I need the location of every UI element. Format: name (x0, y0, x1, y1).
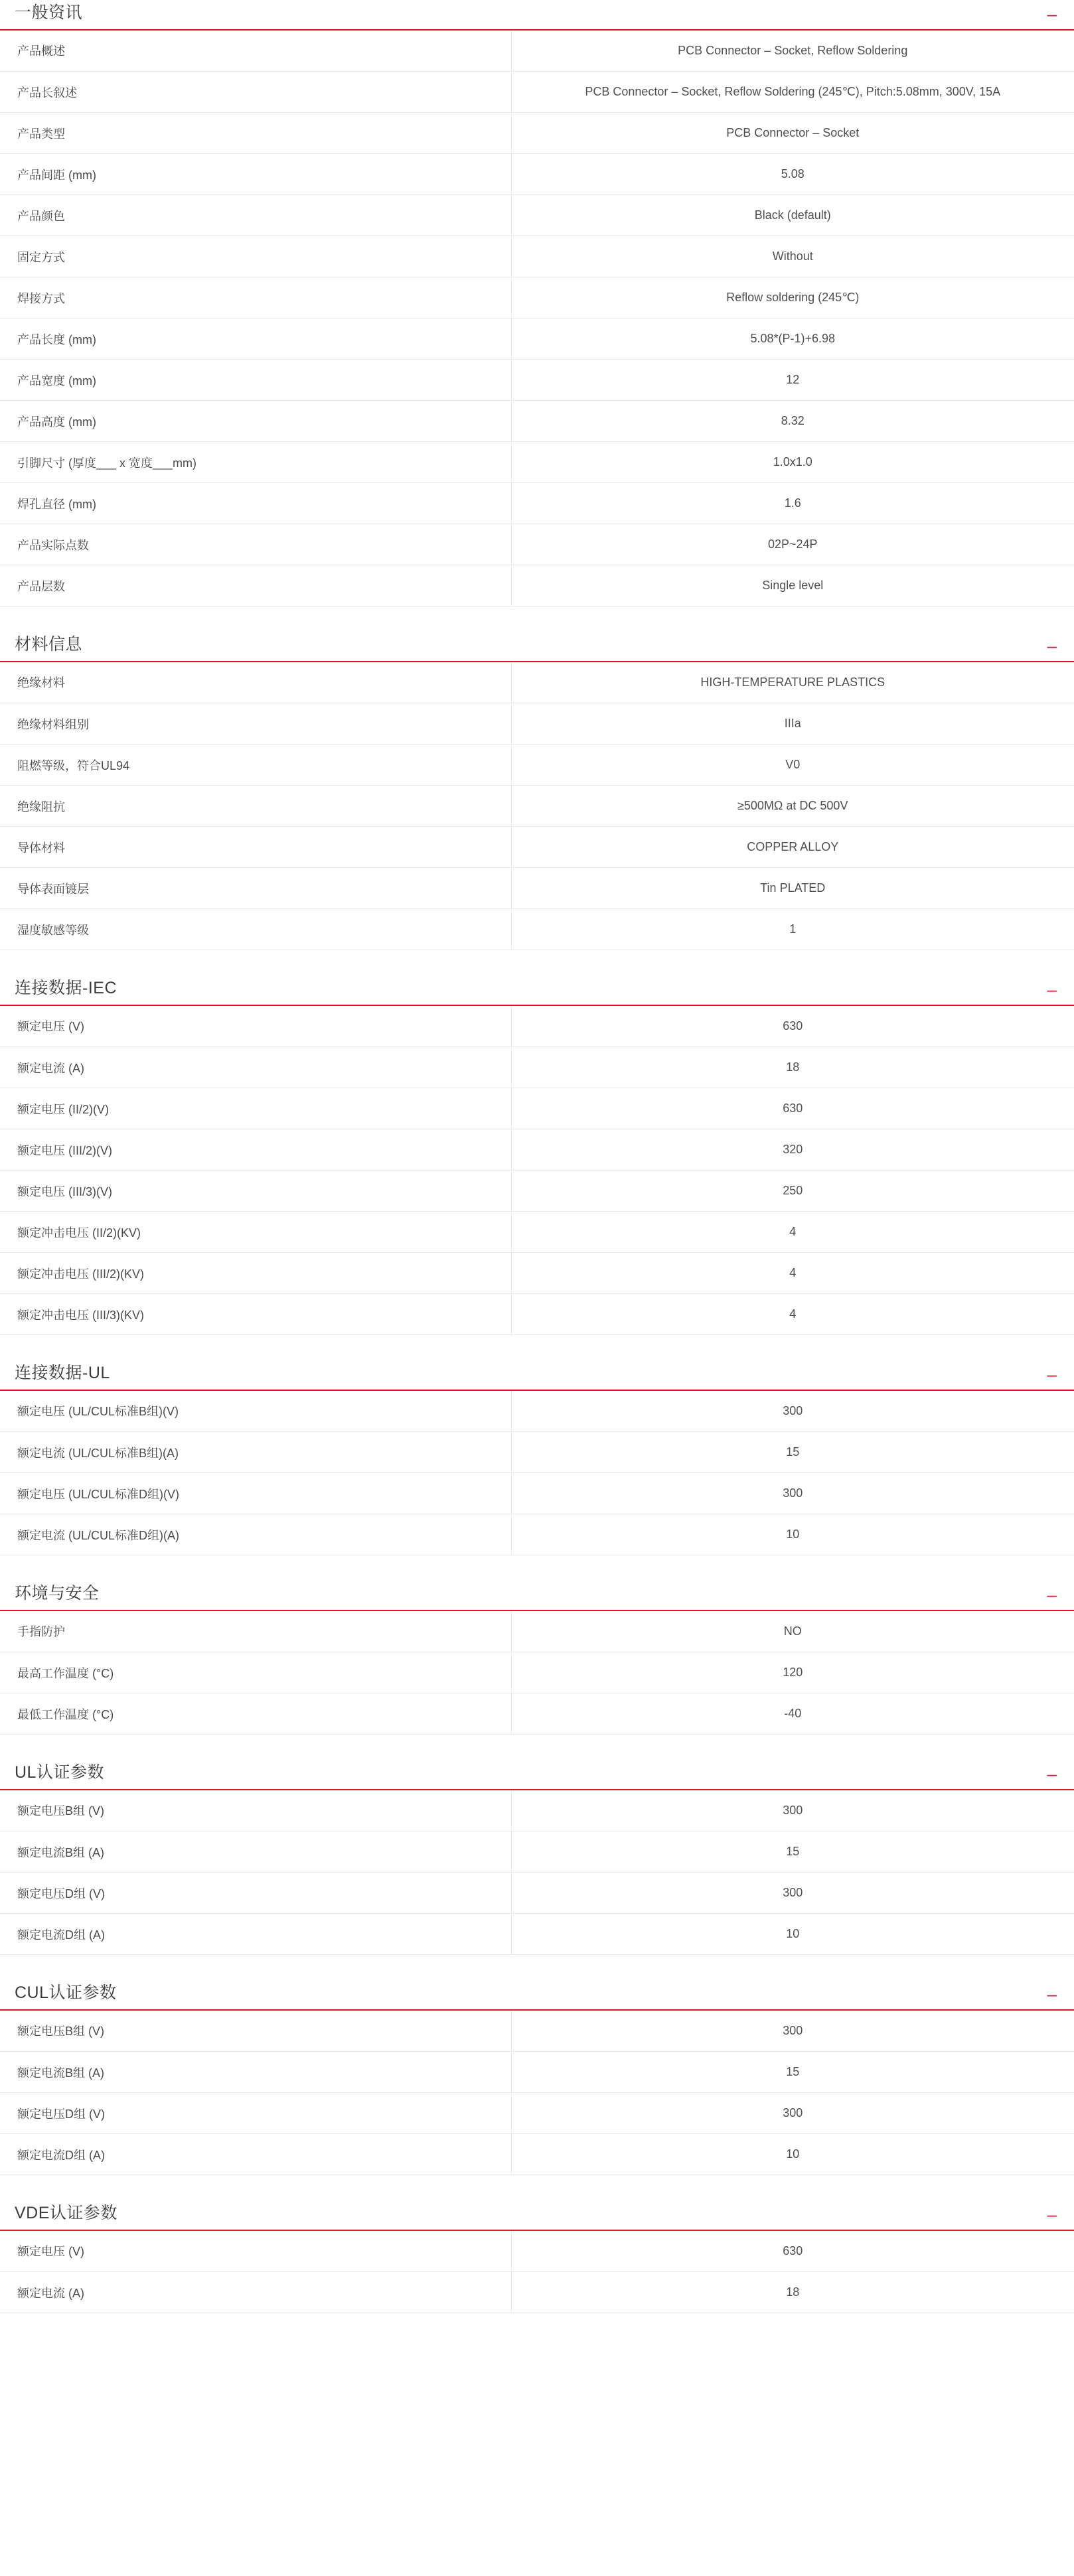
spec-value: 300 (511, 1873, 1074, 1914)
section-header (0, 1585, 1074, 1611)
spec-label: 额定冲击电压 (II/2)(KV) (0, 1212, 511, 1253)
spec-label: 额定电压 (II/2)(V) (0, 1088, 511, 1129)
spec-value: HIGH-TEMPERATURE PLASTICS (511, 662, 1074, 703)
section-spacer (0, 1955, 1074, 1984)
spec-label: 额定电流 (UL/CUL标准B组)(A) (0, 1432, 511, 1473)
section-title: 连接数据-UL (15, 1364, 110, 1382)
spec-value: 1.0x1.0 (511, 442, 1074, 483)
table-row (0, 154, 1074, 195)
spec-value: 02P~24P (511, 524, 1074, 565)
section-header (0, 1984, 1074, 2011)
table-row (0, 703, 1074, 745)
spec-label: 绝缘材料组别 (0, 703, 511, 745)
table-row (0, 1088, 1074, 1129)
table-row (0, 1391, 1074, 1432)
spec-value: 15 (511, 2052, 1074, 2093)
spec-label: 导体表面镀层 (0, 868, 511, 909)
spec-value: 320 (511, 1129, 1074, 1171)
spec-value: IIIa (511, 703, 1074, 745)
spec-value: V0 (511, 745, 1074, 786)
spec-value: 10 (511, 2134, 1074, 2175)
table-row (0, 1693, 1074, 1735)
spec-label: 额定电压 (III/2)(V) (0, 1129, 511, 1171)
spec-label: 绝缘阻抗 (0, 786, 511, 827)
section-header (0, 1764, 1074, 1790)
spec-value: -40 (511, 1693, 1074, 1735)
table-row (0, 1047, 1074, 1088)
spec-label: 额定电流D组 (A) (0, 2134, 511, 2175)
spec-label: 产品层数 (0, 565, 511, 607)
section-title: 材料信息 (15, 635, 83, 654)
spec-label: 额定电压 (V) (0, 2231, 511, 2272)
spec-label: 导体材料 (0, 827, 511, 868)
spec-label: 额定电压 (V) (0, 1006, 511, 1047)
spec-label: 焊孔直径 (mm) (0, 483, 511, 524)
section-title: UL认证参数 (15, 1763, 104, 1782)
spec-label: 额定冲击电压 (III/3)(KV) (0, 1294, 511, 1335)
table-row (0, 909, 1074, 950)
spec-label: 额定电压 (III/3)(V) (0, 1171, 511, 1212)
table-row (0, 827, 1074, 868)
table-row (0, 745, 1074, 786)
table-row (0, 2011, 1074, 2052)
section-header (0, 979, 1074, 1006)
spec-value: 12 (511, 360, 1074, 401)
table-row (0, 1473, 1074, 1514)
spec-label: 最低工作温度 (°C) (0, 1693, 511, 1735)
spec-label: 额定电流B组 (A) (0, 2052, 511, 2093)
spec-value: 250 (511, 1171, 1074, 1212)
spec-value: 15 (511, 1831, 1074, 1873)
spec-value: PCB Connector – Socket (511, 113, 1074, 154)
spec-label: 绝缘材料 (0, 662, 511, 703)
spec-table (0, 2231, 1074, 2314)
table-row (0, 236, 1074, 277)
spec-section (0, 1955, 1074, 2175)
section-title: 环境与安全 (15, 1584, 100, 1603)
table-row (0, 2093, 1074, 2134)
spec-value: Single level (511, 565, 1074, 607)
spec-label: 阻燃等级，符合UL94 (0, 745, 511, 786)
spec-table (0, 31, 1074, 607)
spec-value: 300 (511, 2011, 1074, 2052)
spec-label: 产品类型 (0, 113, 511, 154)
section-spacer (0, 1335, 1074, 1364)
spec-label: 湿度敏感等级 (0, 909, 511, 950)
table-row (0, 1873, 1074, 1914)
collapse-toggle-icon[interactable]: – (1047, 635, 1057, 656)
spec-value: 10 (511, 1914, 1074, 1955)
spec-label: 额定电流 (A) (0, 1047, 511, 1088)
table-row (0, 1790, 1074, 1831)
spec-label: 产品高度 (mm) (0, 401, 511, 442)
spec-section (0, 950, 1074, 1335)
spec-label: 产品颜色 (0, 195, 511, 236)
section-header (0, 2204, 1074, 2231)
spec-table (0, 1391, 1074, 1556)
spec-value: Reflow soldering (245℃) (511, 277, 1074, 319)
table-row (0, 319, 1074, 360)
spec-label: 额定电流B组 (A) (0, 1831, 511, 1873)
table-row (0, 483, 1074, 524)
collapse-toggle-icon[interactable]: – (1047, 1364, 1057, 1384)
spec-label: 额定电压B组 (V) (0, 1790, 511, 1831)
collapse-toggle-icon[interactable]: – (1047, 1584, 1057, 1605)
spec-value: PCB Connector – Socket, Reflow Soldering (511, 31, 1074, 72)
spec-label: 产品间距 (mm) (0, 154, 511, 195)
section-title: CUL认证参数 (15, 1983, 117, 2002)
section-header (0, 636, 1074, 662)
spec-value: 300 (511, 1391, 1074, 1432)
table-row (0, 868, 1074, 909)
table-row (0, 786, 1074, 827)
spec-value: 630 (511, 2231, 1074, 2272)
table-row (0, 1432, 1074, 1473)
table-row (0, 1652, 1074, 1693)
table-row (0, 360, 1074, 401)
spec-section (0, 1555, 1074, 1735)
section-spacer (0, 2175, 1074, 2204)
section-spacer (0, 950, 1074, 979)
table-row (0, 1212, 1074, 1253)
spec-label: 额定冲击电压 (III/2)(KV) (0, 1253, 511, 1294)
spec-label: 手指防护 (0, 1611, 511, 1652)
spec-value: 300 (511, 1790, 1074, 1831)
spec-label: 焊接方式 (0, 277, 511, 319)
spec-value: 18 (511, 1047, 1074, 1088)
spec-table (0, 1790, 1074, 1956)
table-row (0, 113, 1074, 154)
spec-label: 额定电流 (A) (0, 2272, 511, 2313)
table-row (0, 1831, 1074, 1873)
spec-label: 产品实际点数 (0, 524, 511, 565)
spec-table (0, 1006, 1074, 1336)
table-row (0, 565, 1074, 607)
spec-value: 1 (511, 909, 1074, 950)
table-row (0, 31, 1074, 72)
spec-value: 1.6 (511, 483, 1074, 524)
spec-label: 引脚尺寸 (厚度___ x 宽度___mm) (0, 442, 511, 483)
spec-value: 630 (511, 1088, 1074, 1129)
spec-value: PCB Connector – Socket, Reflow Soldering (245℃), Pitch:5.08mm, 300V, 15A (511, 72, 1074, 113)
spec-label: 固定方式 (0, 236, 511, 277)
spec-value: 8.32 (511, 401, 1074, 442)
spec-label: 额定电压D组 (V) (0, 1873, 511, 1914)
spec-label: 额定电压D组 (V) (0, 2093, 511, 2134)
spec-value: 18 (511, 2272, 1074, 2313)
spec-value: 15 (511, 1432, 1074, 1473)
table-row (0, 277, 1074, 319)
spec-section (0, 607, 1074, 950)
collapse-toggle-icon[interactable]: – (1047, 3, 1057, 24)
table-row (0, 1514, 1074, 1555)
spec-section (0, 1335, 1074, 1555)
table-row (0, 2052, 1074, 2093)
table-row (0, 195, 1074, 236)
section-spacer (0, 1735, 1074, 1764)
table-row (0, 1006, 1074, 1047)
collapse-toggle-icon[interactable]: – (1047, 1983, 1057, 2004)
table-row (0, 524, 1074, 565)
spec-value: 10 (511, 1514, 1074, 1555)
table-row (0, 1914, 1074, 1955)
spec-value: 120 (511, 1652, 1074, 1693)
table-row (0, 1611, 1074, 1652)
table-row (0, 2272, 1074, 2313)
collapse-toggle-icon[interactable]: – (1047, 1763, 1057, 1784)
table-row (0, 401, 1074, 442)
spec-value: 630 (511, 1006, 1074, 1047)
table-row (0, 2134, 1074, 2175)
spec-label: 额定电压B组 (V) (0, 2011, 511, 2052)
spec-value: 300 (511, 2093, 1074, 2134)
spec-value: Without (511, 236, 1074, 277)
spec-label: 产品宽度 (mm) (0, 360, 511, 401)
spec-value: 4 (511, 1294, 1074, 1335)
collapse-toggle-icon[interactable]: – (1047, 2204, 1057, 2224)
spec-value: 5.08 (511, 154, 1074, 195)
table-row (0, 1253, 1074, 1294)
spec-value: ≥500MΩ at DC 500V (511, 786, 1074, 827)
table-row (0, 1171, 1074, 1212)
spec-section (0, 2175, 1074, 2313)
spec-label: 额定电流D组 (A) (0, 1914, 511, 1955)
section-spacer (0, 607, 1074, 636)
table-row (0, 1129, 1074, 1171)
spec-value: NO (511, 1611, 1074, 1652)
spec-value: COPPER ALLOY (511, 827, 1074, 868)
section-title: 连接数据-IEC (15, 979, 117, 997)
spec-value: 300 (511, 1473, 1074, 1514)
table-row (0, 72, 1074, 113)
spec-label: 产品长度 (mm) (0, 319, 511, 360)
spec-table (0, 662, 1074, 951)
section-title: VDE认证参数 (15, 2204, 117, 2222)
spec-label: 额定电流 (UL/CUL标准D组)(A) (0, 1514, 511, 1555)
spec-table (0, 1611, 1074, 1735)
spec-label: 额定电压 (UL/CUL标准D组)(V) (0, 1473, 511, 1514)
table-row (0, 442, 1074, 483)
spec-label: 最高工作温度 (°C) (0, 1652, 511, 1693)
spec-table (0, 2011, 1074, 2176)
spec-label: 产品概述 (0, 31, 511, 72)
spec-value: 4 (511, 1212, 1074, 1253)
spec-value: 5.08*(P-1)+6.98 (511, 319, 1074, 360)
section-spacer (0, 1555, 1074, 1585)
table-row (0, 1294, 1074, 1335)
section-header (0, 0, 1074, 31)
spec-value: 4 (511, 1253, 1074, 1294)
table-row (0, 662, 1074, 703)
section-header (0, 1364, 1074, 1391)
section-title: 一般资讯 (15, 3, 83, 22)
spec-value: Tin PLATED (511, 868, 1074, 909)
table-row (0, 2231, 1074, 2272)
spec-label: 产品长叙述 (0, 72, 511, 113)
spec-section (0, 0, 1074, 607)
spec-label: 额定电压 (UL/CUL标准B组)(V) (0, 1391, 511, 1432)
spec-section (0, 1735, 1074, 1955)
collapse-toggle-icon[interactable]: – (1047, 979, 1057, 999)
spec-value: Black (default) (511, 195, 1074, 236)
